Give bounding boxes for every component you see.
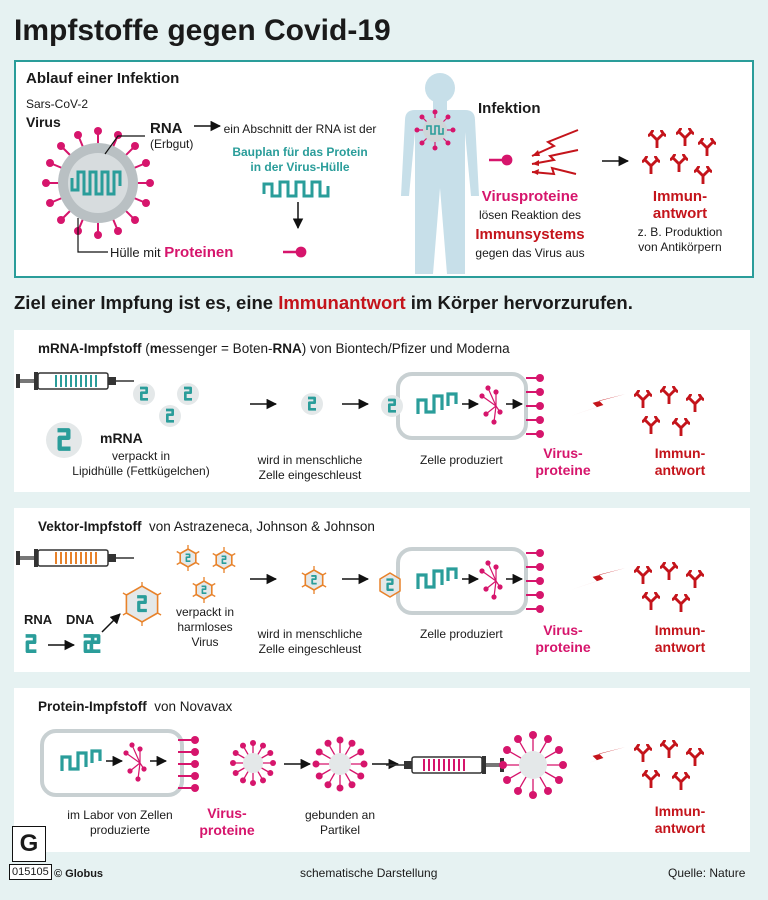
protein-heading-bold: Protein-Impfstoff (38, 699, 147, 714)
vektor-antibodies-icon (632, 562, 712, 618)
mrna-vp1: Virus- (543, 445, 583, 461)
zb-line2: von Antikörpern (638, 240, 722, 254)
goal-prefix: Ziel einer Impfung ist es, eine (14, 292, 279, 313)
huelle-prefix: Hülle mit (110, 245, 165, 260)
logo-letter: G (19, 830, 39, 857)
bauplan-line1: Bauplan für das Protein (232, 145, 368, 159)
protein-h-rest: von Novavax (154, 699, 233, 714)
vektor-heading-bold: Vektor-Impfstoff (38, 519, 142, 534)
huelle-pointer (74, 218, 114, 258)
rna-sub-label: (Erbgut) (150, 137, 194, 151)
vektor-zelle: Zelle produziert (420, 627, 503, 641)
vektor-verpackt3: Virus (191, 635, 219, 649)
rna-segment-icon (262, 176, 342, 200)
protein-labor (50, 808, 190, 838)
mrna-wird (240, 453, 380, 483)
protein-bolt-icon (570, 745, 626, 771)
arrow-to-immun (600, 155, 632, 167)
vektor-verpackt2: harmloses (177, 620, 233, 634)
mrna-h-close: ) (301, 341, 307, 356)
protein-particle-large-icon (498, 730, 568, 800)
vektor-arrow-1 (248, 573, 280, 585)
protein-heading (38, 699, 232, 714)
virusproteine-block (455, 188, 605, 261)
mrna-wird1: wird in menschliche (257, 453, 363, 467)
vektor-verpackt1: verpackt in (175, 605, 235, 619)
rna-dna-icons (20, 630, 110, 660)
vektor-virus-single-icon (300, 566, 328, 594)
sars-label: Sars-CoV-2 (26, 97, 89, 111)
mrna-verpackt (46, 449, 236, 479)
syringe-icon (16, 543, 136, 573)
huelle-label (110, 244, 233, 261)
vektor-dna-label: DNA (66, 612, 95, 627)
mrna-verpackt1: verpackt in (111, 449, 171, 463)
protein-pin-icon (282, 246, 308, 258)
antwort-label: antwort (652, 205, 708, 222)
mrna-verpackt2: Lipidhülle (Fettkügelchen) (72, 464, 210, 478)
protein-geb1: gebunden an (304, 808, 376, 822)
vektor-im1: Immun- (654, 622, 706, 638)
protein-im1: Immun- (654, 803, 706, 819)
gegen-label: gegen das Virus aus (475, 246, 585, 260)
mrna-virusproteine (528, 445, 598, 479)
protein-antibodies-icon (632, 740, 712, 796)
globus-logo (12, 826, 46, 862)
footer-schematic: schematische Darstellung (300, 866, 438, 880)
arrow-down (292, 202, 304, 232)
rna-label: RNA (150, 120, 183, 137)
vektor-immunantwort (640, 622, 720, 656)
mrna-label: mRNA (100, 430, 143, 446)
vektor-arrow-dna (100, 608, 124, 636)
vektor-rna-label: RNA (24, 612, 53, 627)
protein-pins-icon (178, 734, 228, 794)
protein-geb2: Partikel (319, 823, 360, 837)
infektion-label: Infektion (478, 100, 541, 117)
footer-code: 015105 (9, 864, 52, 880)
cell-icon (376, 370, 546, 442)
mrna-h-rest: von Biontech/Pfizer und Moderna (306, 341, 510, 356)
syringe-icon (16, 366, 136, 396)
immun-label: Immun- (652, 188, 708, 205)
bauplan-line2: in der Virus-Hülle (250, 160, 350, 174)
mrna-wird2: Zelle eingeschleust (258, 468, 362, 482)
virus-label: Virus (26, 114, 61, 130)
protein-immunantwort (640, 803, 720, 837)
protein-vp2: proteine (199, 822, 255, 838)
mrna-arrow-1 (248, 398, 280, 410)
vektor-wird (240, 627, 380, 657)
vektor-wird2: Zelle eingeschleust (258, 642, 362, 656)
protein-gebunden (290, 808, 390, 838)
protein-virusproteine (192, 805, 262, 839)
mrna-arrow-2 (340, 398, 372, 410)
mrna-immunantwort (640, 445, 720, 479)
immunsystems-label: Immunsystems (475, 226, 585, 243)
vektor-h-rest: von Astrazeneca, Johnson & Johnson (149, 519, 375, 534)
lipid-particles-icon (130, 380, 210, 428)
protein-im2: antwort (654, 820, 706, 836)
virusproteine-label: Virusproteine (481, 188, 579, 205)
goal-suffix: im Körper hervorzurufen. (405, 292, 633, 313)
infection-heading: Ablauf einer Infektion (26, 70, 180, 87)
mrna-h-rna: RNA (272, 341, 302, 356)
mrna-heading (38, 341, 510, 356)
vektor-bolt-icon (570, 566, 626, 592)
vektor-heading (38, 519, 375, 534)
abschnitt-line: ein Abschnitt der RNA ist der (223, 122, 377, 136)
vektor-virusproteine (528, 622, 598, 656)
vector-virus-large-icon (118, 580, 166, 628)
protein-vp1: Virus- (207, 805, 247, 821)
protein-arrow-1 (282, 758, 314, 770)
loesen-label: lösen Reaktion des (478, 208, 582, 222)
footer-globus: © Globus (54, 868, 104, 880)
vector-viruses-icon (174, 546, 244, 608)
protein-labor2: produzierte (89, 823, 151, 837)
zb-line1: z. B. Produktion (637, 225, 723, 239)
vektor-wird1: wird in menschliche (257, 627, 363, 641)
mrna-bolt-icon (570, 392, 626, 418)
abschnitt-text (220, 122, 380, 175)
mrna-h-mid: essenger = Boten- (161, 341, 273, 356)
rna-pointer (100, 128, 150, 168)
syringe-icon (384, 750, 504, 780)
immunantwort-block (620, 188, 740, 255)
virusprotein-pin-icon (486, 154, 516, 166)
vektor-vp1: Virus- (543, 622, 583, 638)
mrna-h-m: m (149, 341, 162, 356)
infection-bolts (520, 128, 580, 188)
goal-highlight: Immunantwort (278, 292, 406, 313)
mrna-antibodies-icon (632, 386, 712, 442)
antibodies-icon (640, 128, 720, 188)
mrna-zelle: Zelle produziert (420, 453, 503, 467)
protein-particle-icon (312, 736, 368, 792)
mrna-particle-single-icon (298, 390, 326, 418)
protein-labor1: im Labor von Zellen (67, 808, 173, 822)
page-title: Impfstoffe gegen Covid-19 (14, 14, 391, 47)
protein-particle-small-icon (228, 738, 278, 788)
vektor-arrow-2 (340, 573, 372, 585)
mrna-h-open: ( (141, 341, 150, 356)
mrna-im2: antwort (654, 462, 706, 478)
vektor-verpackt (170, 605, 240, 650)
vektor-vp2: proteine (535, 639, 591, 655)
mrna-heading-bold: mRNA-Impfstoff (38, 341, 142, 356)
mrna-vp2: proteine (535, 462, 591, 478)
mrna-im1: Immun- (654, 445, 706, 461)
cell-icon (376, 545, 546, 617)
huelle-proteinen: Proteinen (164, 244, 234, 261)
goal-sentence (14, 292, 633, 314)
vektor-im2: antwort (654, 639, 706, 655)
footer-source: Quelle: Nature (668, 866, 746, 880)
